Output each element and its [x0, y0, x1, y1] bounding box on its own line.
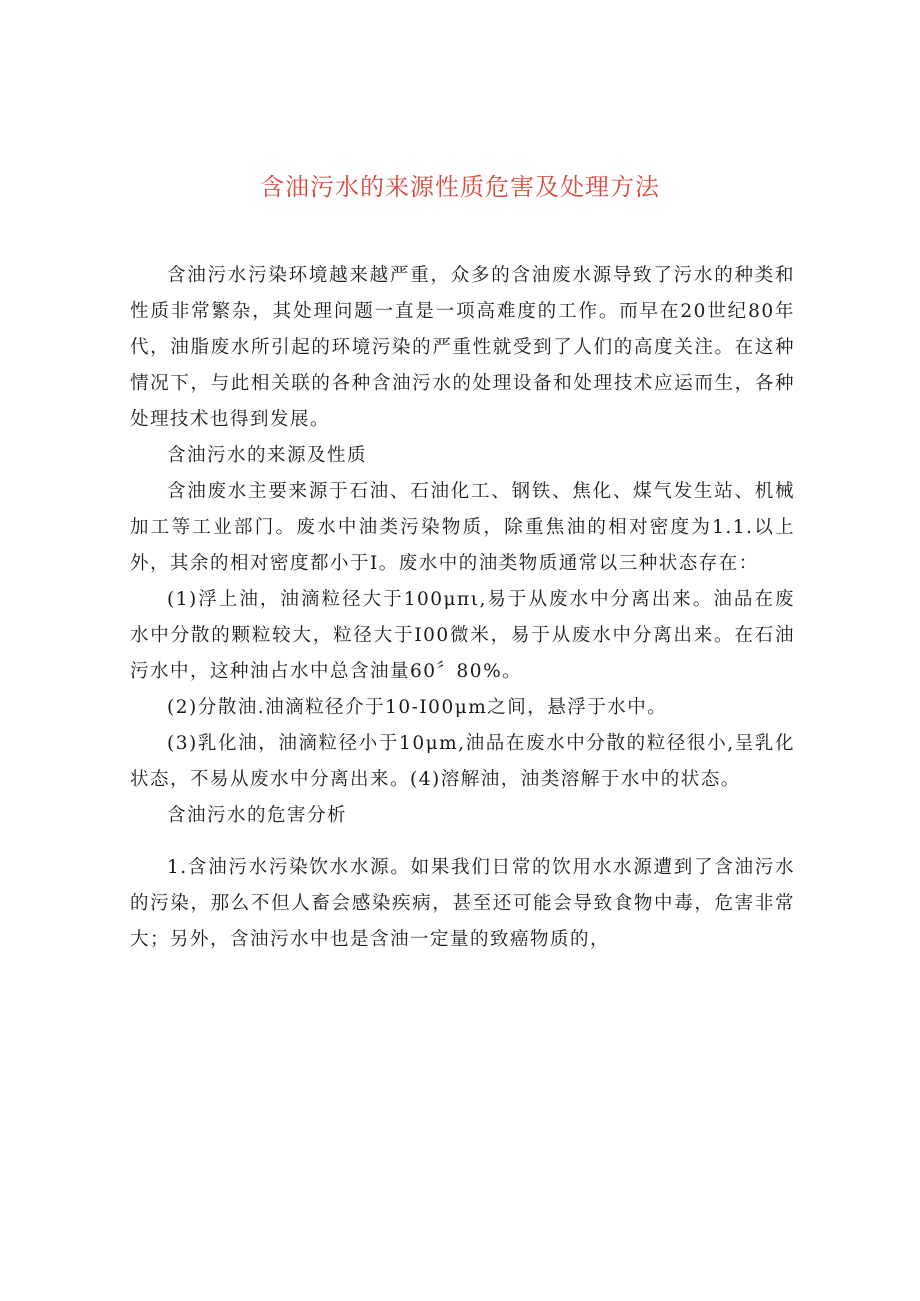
paragraph-floating-oil: (1)浮上油，油滴粒径大于100μπι,易于从废水中分离出来。油品在废水中分散的颗粒较大，粒径大于I00微米，易于从废水中分离出来。在石油污水中，这种油占水中总含油量60〞80%。 [130, 589, 795, 682]
paragraph-dispersed-oil: (2)分散油.油滴粒径介于10-I00μm之间，悬浮于水中。 [167, 697, 668, 718]
document-title: 含油污水的来源性质危害及处理方法 [260, 173, 660, 201]
paragraph-source: 含油废水主要来源于石油、石油化工、钢铁、焦化、煤气发生站、机械加工等工业部门。废水中油类污染物质，除重焦油的相对密度为1.1.以上外，其余的相对密度都小于I。废水中的油类物质通常以三种状态存在： [130, 481, 795, 574]
paragraph-intro: 含油污水污染环境越来越严重，众多的含油废水源导致了污水的种类和性质非常繁杂，其处理问题一直是一项高难度的工作。而早在20世纪80年代，油脂废水所引起的环境污染的严重性就受到了人们的高度关注。在这种情况下，与此相关联的各种含油污水的处理设备和处理技术应运而生，各种处理技术也得到发展。 [130, 265, 795, 430]
section-heading-source: 含油污水的来源及性质 [167, 445, 368, 466]
spacer [130, 834, 795, 850]
paragraph-hazard-1: 1.含油污水污染饮水水源。如果我们日常的饮用水水源遭到了含油污水的污染，那么不但人畜会感染疾病，甚至还可能会导致食物中毒，危害非常大；另外，含油污水中也是含油一定量的致癌物质的， [130, 857, 795, 950]
document-body [130, 258, 795, 958]
paragraph-emulsified-oil: (3)乳化油，油滴粒径小于10μm,油品在废水中分散的粒径很小,呈乳化状态，不易从废水中分离出来。(4)溶解油，油类溶解于水中的状态。 [130, 733, 795, 790]
section-heading-hazard: 含油污水的危害分析 [167, 805, 348, 826]
